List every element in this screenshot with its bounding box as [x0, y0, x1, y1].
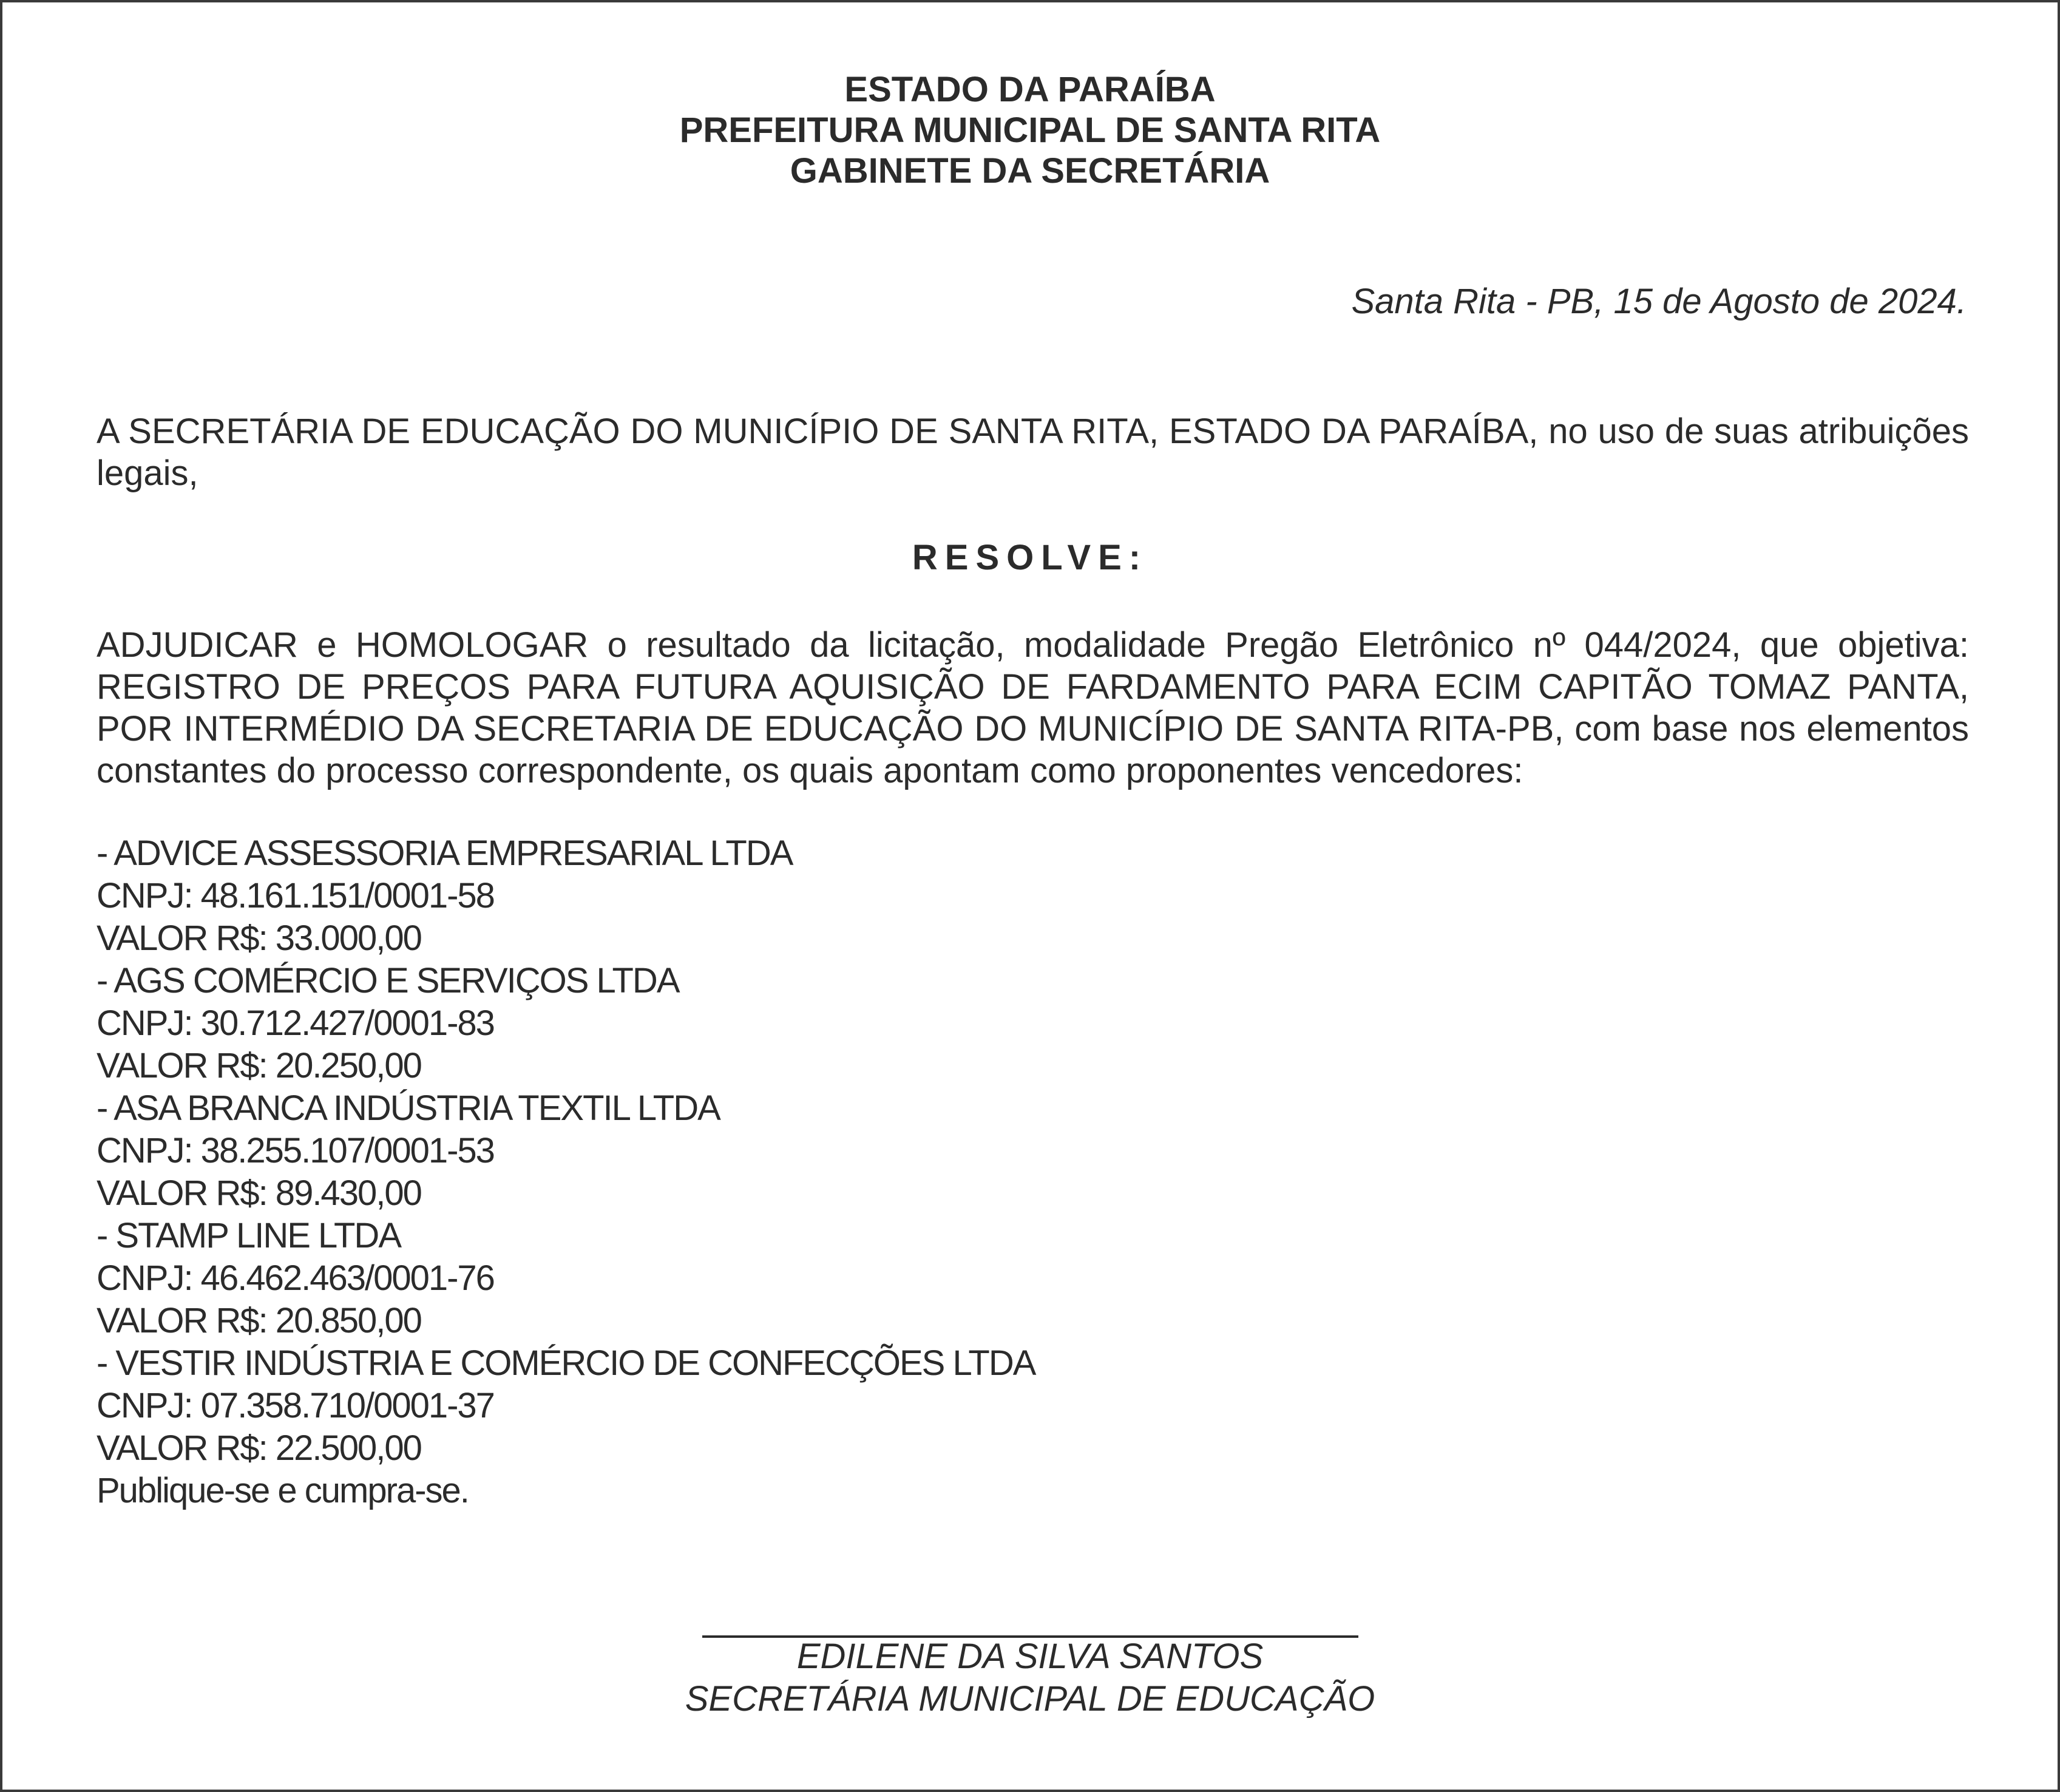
winner-valor: VALOR R$: 20.250,00 — [97, 1046, 421, 1085]
winner-name: - ASA BRANCA INDÚSTRIA TEXTIL LTDA — [97, 1088, 720, 1128]
signatory-name: EDILENE DA SILVA SANTOS — [796, 1637, 1264, 1676]
winner-name: - STAMP LINE LTDA — [97, 1216, 401, 1255]
winner-name: - ADVICE ASSESSORIA EMPRESARIAL LTDA — [97, 833, 793, 873]
winner-valor: VALOR R$: 89.430,00 — [97, 1173, 421, 1213]
closing-text: Publique-se e cumpra-se. — [97, 1471, 469, 1510]
winner-valor: VALOR R$: 20.850,00 — [97, 1301, 421, 1340]
winner-name: - VESTIR INDÚSTRIA E COMÉRCIO DE CONFECÇÕES LTDA — [97, 1343, 1035, 1383]
winner-cnpj: CNPJ: 48.161.151/0001-58 — [97, 876, 494, 915]
header-state: ESTADO DA PARAÍBA — [844, 70, 1216, 109]
document-header — [2, 69, 2058, 191]
winner-valor: VALOR R$: 33.000,00 — [97, 918, 421, 958]
winner-name: - AGS COMÉRCIO E SERVIÇOS LTDA — [97, 961, 679, 1000]
body-paragraph: ADJUDICAR e HOMOLOGAR o resultado da licitação, modalidade Pregão Eletrônico nº 044/2024, que objetiva: REGISTRO DE PREÇOS PARA FUTURA AQUISIÇÃO DE FARDAMENTO PARA ECIM CAPITÃO TOMAZ PANTA, POR INTERMÉDIO DA SECRETARIA DE EDUCAÇÃO DO MUNICÍPIO DE SANTA RITA-PB, com base nos elementos constantes do processo correspondente, os quais apontam como proponentes vencedores: — [97, 625, 1969, 790]
winner-cnpj: CNPJ: 46.462.463/0001-76 — [97, 1258, 494, 1298]
winner-cnpj: CNPJ: 30.712.427/0001-83 — [97, 1003, 494, 1043]
header-cabinet: GABINETE DA SECRETÁRIA — [790, 151, 1270, 191]
winner-valor: VALOR R$: 22.500,00 — [97, 1428, 421, 1468]
intro-paragraph: A SECRETÁRIA DE EDUCAÇÃO DO MUNICÍPIO DE SANTA RITA, ESTADO DA PARAÍBA, no uso de suas atribuições legais, — [97, 412, 1969, 493]
resolve-heading: RESOLVE: — [912, 538, 1148, 577]
winner-cnpj: CNPJ: 38.255.107/0001-53 — [97, 1131, 494, 1170]
winners-list — [97, 832, 1969, 1512]
winner-cnpj: CNPJ: 07.358.710/0001-37 — [97, 1386, 494, 1425]
signatory-title: SECRETÁRIA MUNICIPAL DE EDUCAÇÃO — [685, 1679, 1375, 1719]
signature-block — [2, 1635, 2058, 1720]
document-date: Santa Rita - PB, 15 de Agosto de 2024. — [1351, 282, 1967, 321]
header-prefecture: PREFEITURA MUNICIPAL DE SANTA RITA — [679, 110, 1381, 150]
